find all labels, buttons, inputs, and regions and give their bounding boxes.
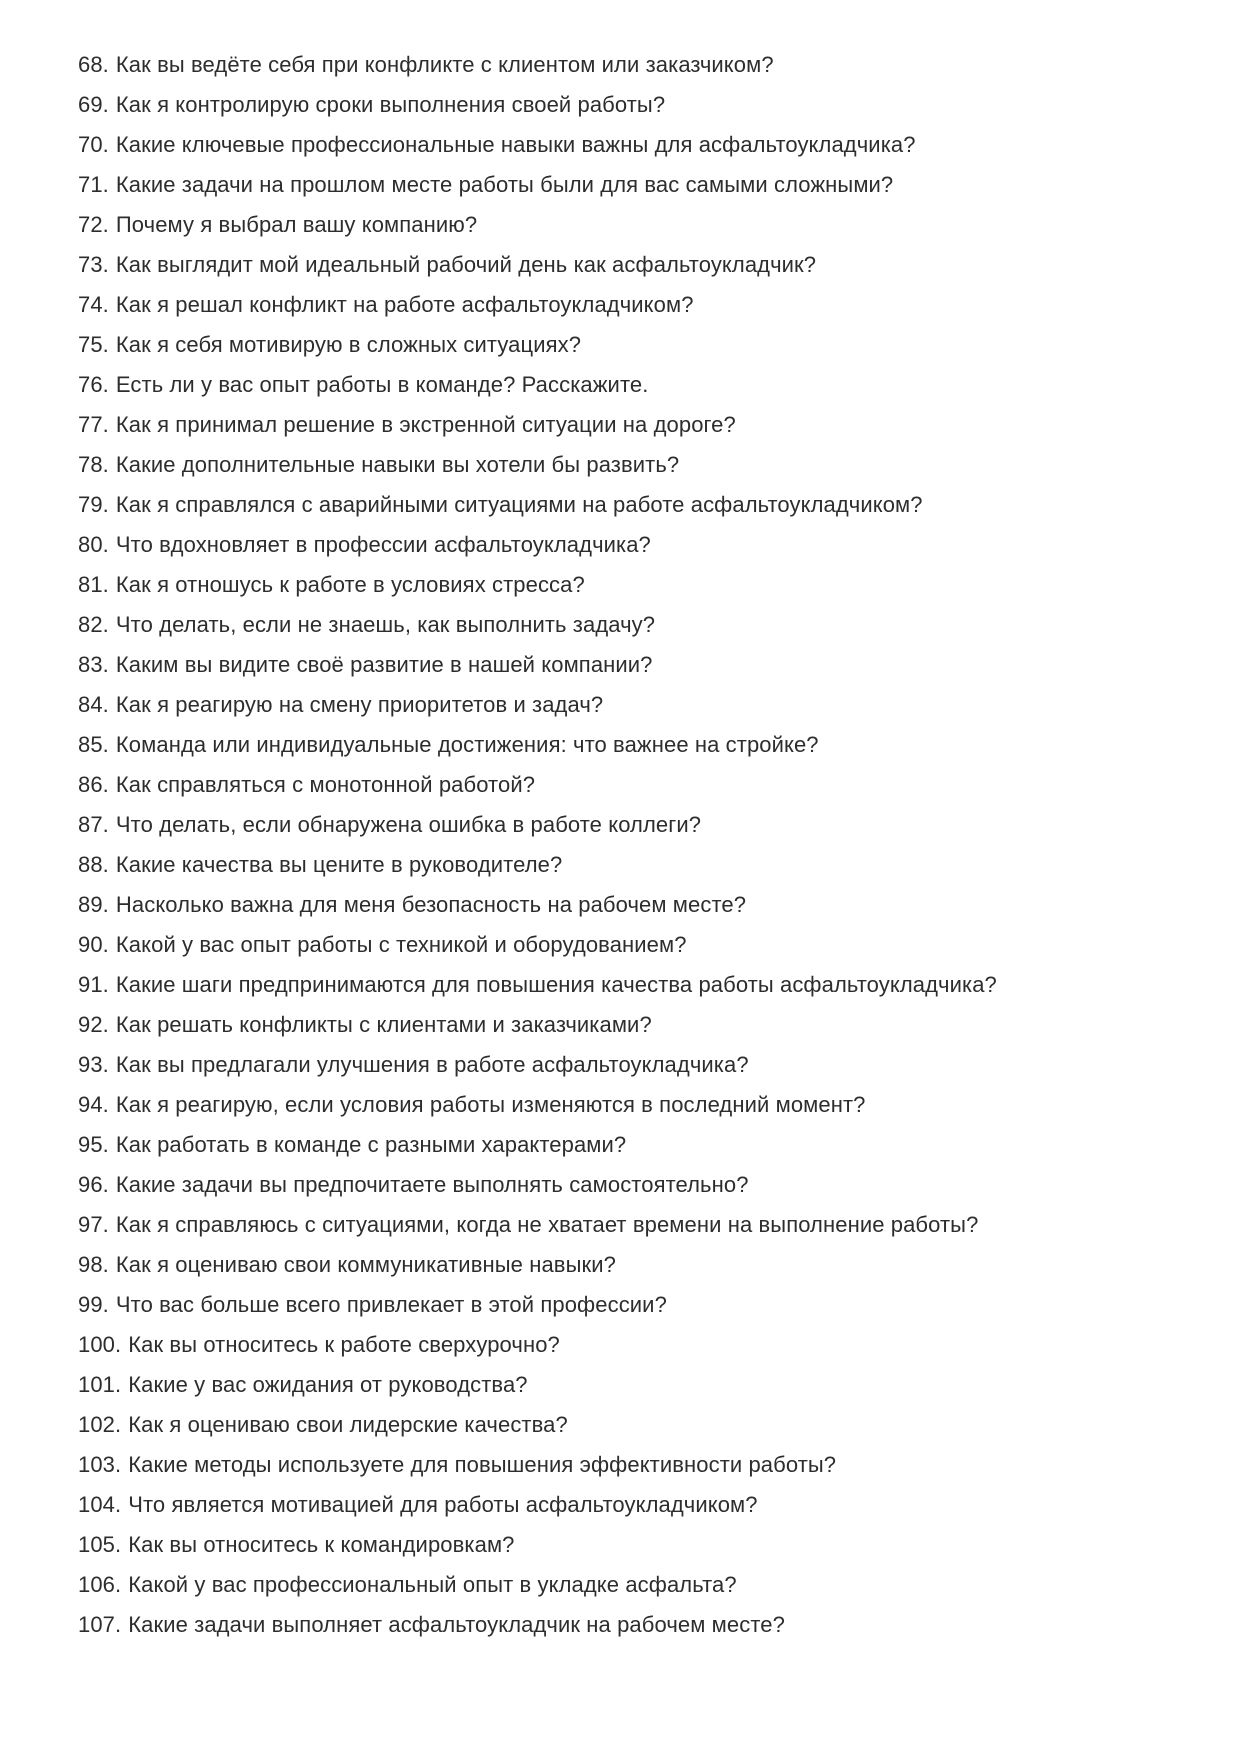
item-number: 70. <box>78 132 109 157</box>
item-number: 68. <box>78 52 109 77</box>
list-item <box>78 405 1199 445</box>
list-item <box>78 125 1199 165</box>
item-number: 102. <box>78 1412 122 1437</box>
list-item <box>78 165 1199 205</box>
item-number: 78. <box>78 452 109 477</box>
list-item <box>78 765 1199 805</box>
list-item <box>78 1005 1199 1045</box>
item-number: 90. <box>78 932 109 957</box>
list-item <box>78 925 1199 965</box>
list-item <box>78 885 1199 925</box>
list-item <box>78 1205 1199 1245</box>
item-text: Как я оцениваю свои лидерские качества? <box>128 1412 568 1437</box>
item-number: 71. <box>78 172 109 197</box>
list-item <box>78 85 1199 125</box>
item-number: 97. <box>78 1212 109 1237</box>
list-item <box>78 485 1199 525</box>
item-number: 95. <box>78 1132 109 1157</box>
item-number: 72. <box>78 212 109 237</box>
list-item <box>78 1565 1199 1605</box>
list-item <box>78 1605 1199 1645</box>
list-item <box>78 1045 1199 1085</box>
item-number: 91. <box>78 972 109 997</box>
item-text: Как работать в команде с разными характерами? <box>115 1132 627 1157</box>
item-text: Какие шаги предпринимаются для повышения качества работы асфальтоукладчика? <box>115 972 997 997</box>
item-number: 101. <box>78 1372 122 1397</box>
item-text: Как я справляюсь с ситуациями, когда не хватает времени на выполнение работы? <box>115 1212 979 1237</box>
item-number: 98. <box>78 1252 109 1277</box>
list-item <box>78 1485 1199 1525</box>
item-text: Какой у вас профессиональный опыт в укладке асфальта? <box>128 1572 737 1597</box>
list-item <box>78 1125 1199 1165</box>
list-item <box>78 565 1199 605</box>
item-text: Какие качества вы цените в руководителе? <box>115 852 563 877</box>
item-number: 106. <box>78 1572 122 1597</box>
item-text: Насколько важна для меня безопасность на рабочем месте? <box>115 892 747 917</box>
item-text: Какие у вас ожидания от руководства? <box>128 1372 528 1397</box>
item-text: Что делать, если не знаешь, как выполнить задачу? <box>115 612 656 637</box>
item-text: Что вдохновляет в профессии асфальтоукладчика? <box>115 532 651 557</box>
item-text: Почему я выбрал вашу компанию? <box>115 212 478 237</box>
item-number: 73. <box>78 252 109 277</box>
item-number: 107. <box>78 1612 122 1637</box>
item-text: Как вы ведёте себя при конфликте с клиентом или заказчиком? <box>115 52 774 77</box>
item-text: Как вы относитесь к командировкам? <box>128 1532 515 1557</box>
item-text: Как я оцениваю свои коммуникативные навыки? <box>115 1252 616 1277</box>
list-item <box>78 1285 1199 1325</box>
list-item <box>78 1165 1199 1205</box>
item-text: Что является мотивацией для работы асфальтоукладчиком? <box>128 1492 758 1517</box>
list-item <box>78 445 1199 485</box>
list-item <box>78 725 1199 765</box>
item-number: 75. <box>78 332 109 357</box>
item-number: 100. <box>78 1332 122 1357</box>
item-number: 93. <box>78 1052 109 1077</box>
item-number: 79. <box>78 492 109 517</box>
list-item <box>78 605 1199 645</box>
item-number: 104. <box>78 1492 122 1517</box>
item-text: Какие задачи выполняет асфальтоукладчик на рабочем месте? <box>128 1612 785 1637</box>
list-item <box>78 285 1199 325</box>
item-number: 80. <box>78 532 109 557</box>
item-number: 85. <box>78 732 109 757</box>
item-number: 81. <box>78 572 109 597</box>
item-number: 76. <box>78 372 109 397</box>
item-text: Что вас больше всего привлекает в этой профессии? <box>115 1292 667 1317</box>
item-text: Как я справлялся с аварийными ситуациями на работе асфальтоукладчиком? <box>115 492 923 517</box>
item-number: 69. <box>78 92 109 117</box>
list-item <box>78 365 1199 405</box>
item-text: Как я реагирую, если условия работы изменяются в последний момент? <box>115 1092 866 1117</box>
item-number: 74. <box>78 292 109 317</box>
list-item <box>78 1365 1199 1405</box>
list-item <box>78 45 1199 85</box>
item-text: Что делать, если обнаружена ошибка в работе коллеги? <box>115 812 702 837</box>
item-number: 82. <box>78 612 109 637</box>
list-item <box>78 805 1199 845</box>
item-text: Как я отношусь к работе в условиях стресса? <box>115 572 585 597</box>
item-text: Как я реагирую на смену приоритетов и задач? <box>115 692 604 717</box>
item-text: Как я контролирую сроки выполнения своей работы? <box>115 92 666 117</box>
item-text: Какие методы используете для повышения эффективности работы? <box>128 1452 837 1477</box>
item-text: Какие задачи вы предпочитаете выполнять самостоятельно? <box>115 1172 749 1197</box>
list-item <box>78 245 1199 285</box>
item-text: Как решать конфликты с клиентами и заказчиками? <box>115 1012 652 1037</box>
item-text: Как я себя мотивирую в сложных ситуациях? <box>115 332 582 357</box>
list-item <box>78 205 1199 245</box>
item-text: Какие задачи на прошлом месте работы были для вас самыми сложными? <box>115 172 894 197</box>
item-text: Как справляться с монотонной работой? <box>115 772 536 797</box>
item-text: Как вы предлагали улучшения в работе асфальтоукладчика? <box>115 1052 749 1077</box>
list-item <box>78 1405 1199 1445</box>
item-number: 88. <box>78 852 109 877</box>
item-text: Как я решал конфликт на работе асфальтоукладчиком? <box>115 292 694 317</box>
list-item <box>78 965 1199 1005</box>
item-text: Какие ключевые профессиональные навыки важны для асфальтоукладчика? <box>115 132 916 157</box>
question-list <box>78 45 1199 1645</box>
item-text: Как я принимал решение в экстренной ситуации на дороге? <box>115 412 736 437</box>
item-text: Есть ли у вас опыт работы в команде? Расскажите. <box>115 372 649 397</box>
item-text: Команда или индивидуальные достижения: что важнее на стройке? <box>115 732 819 757</box>
list-item <box>78 645 1199 685</box>
list-item <box>78 1245 1199 1285</box>
item-text: Как вы относитесь к работе сверхурочно? <box>128 1332 560 1357</box>
item-text: Какие дополнительные навыки вы хотели бы развить? <box>115 452 680 477</box>
item-number: 77. <box>78 412 109 437</box>
item-text: Какой у вас опыт работы с техникой и оборудованием? <box>115 932 687 957</box>
list-item <box>78 1325 1199 1365</box>
item-number: 86. <box>78 772 109 797</box>
list-item <box>78 1525 1199 1565</box>
item-number: 99. <box>78 1292 109 1317</box>
list-item <box>78 525 1199 565</box>
list-item <box>78 1085 1199 1125</box>
item-number: 94. <box>78 1092 109 1117</box>
list-item <box>78 325 1199 365</box>
item-number: 84. <box>78 692 109 717</box>
list-item <box>78 685 1199 725</box>
list-item <box>78 845 1199 885</box>
item-number: 92. <box>78 1012 109 1037</box>
item-number: 96. <box>78 1172 109 1197</box>
list-item <box>78 1445 1199 1485</box>
item-number: 105. <box>78 1532 122 1557</box>
item-number: 103. <box>78 1452 122 1477</box>
item-number: 83. <box>78 652 109 677</box>
item-text: Как выглядит мой идеальный рабочий день как асфальтоукладчик? <box>115 252 817 277</box>
item-number: 89. <box>78 892 109 917</box>
item-number: 87. <box>78 812 109 837</box>
item-text: Каким вы видите своё развитие в нашей компании? <box>115 652 653 677</box>
